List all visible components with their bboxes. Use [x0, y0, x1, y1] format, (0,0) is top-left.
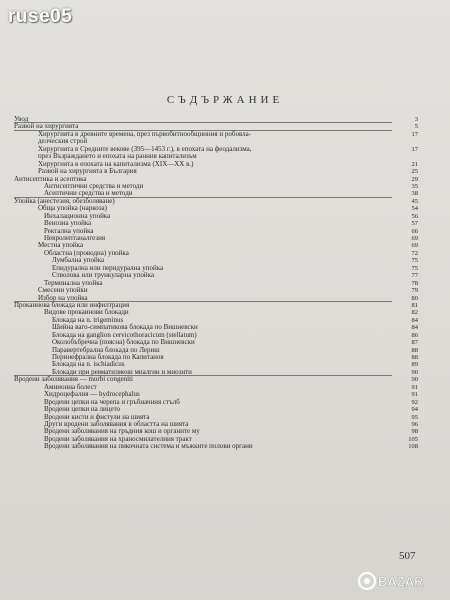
toc-entry-title: Вродени цепки на черепа и гръбначния стълб	[44, 397, 180, 406]
toc-entry-page: 57	[411, 220, 418, 228]
toc-entry-title: Блокада на n. trigeminus	[52, 315, 124, 324]
toc-entry-title: Стволова или трункуларна упойка	[52, 271, 154, 280]
toc-entry-page: 69	[411, 235, 418, 242]
watermark-logo-text: ruse05	[8, 6, 73, 27]
toc-entry-title: Вродени заболявания — morbi congeniti	[14, 375, 133, 384]
toc-entry-title: Блокада на n. ischiadicus	[52, 360, 125, 369]
toc-entry-page: 45	[411, 197, 418, 205]
toc-entry-page: 86	[411, 331, 418, 339]
toc-entry-page: 94	[411, 406, 418, 414]
toc-entry-page: 21	[411, 160, 418, 168]
toc-entry-title: през Възраждането и епохата на ранния капитализъм	[38, 152, 197, 161]
toc-entry-title: Обща упойка (наркоза)	[38, 204, 107, 213]
toc-entry-page: 108	[408, 443, 418, 451]
toc-entry-page: 92	[411, 398, 418, 406]
page-number: 507	[399, 550, 416, 562]
toc-entry-title: Вродени заболявания на пикочната система и мъжките полови органи	[44, 442, 253, 451]
toc-entry-title: Развой на хирургията в България	[38, 167, 137, 176]
toc-entry-page: 98	[411, 428, 418, 436]
toc-entry-title: Смесени упойки	[38, 286, 88, 295]
toc-entry-page: 91	[411, 383, 418, 391]
toc-entry-title: Шийна ваго-симпатикова блокада по Вишневски	[52, 323, 198, 332]
toc-entry-title: Околобъбречна (поясна) блокада по Вишневски	[52, 338, 195, 347]
page-title: СЪДЪРЖАНИЕ	[166, 94, 284, 106]
toc-entry-title: Перинефрална блокада по Капитанов	[52, 353, 164, 361]
toc-entry-title: Увод	[14, 115, 29, 123]
toc-entry-title: Прокаинова блокада или инфилтрация	[14, 300, 130, 309]
toc-entry-page: 72	[411, 249, 418, 257]
toc-entry-page: 96	[411, 420, 418, 428]
toc-entry-page: 89	[411, 361, 418, 369]
toc-entry-title: Други вродени заболявания в областта на шията	[44, 419, 189, 428]
toc-entry-title: Антисептика и асептика	[14, 174, 87, 183]
toc-entry-title: Хидроцефалия — hydrocephalus	[44, 390, 140, 399]
toc-entry-page: 78	[411, 279, 418, 287]
toc-entry-page: 95	[411, 413, 418, 421]
toc-entry-title: Блокади при ревматизмени миалгии и миозити	[52, 367, 192, 376]
toc-entry-title: Упойка (анестезия, обезболяване)	[14, 196, 115, 205]
toc-entry-title: Антисептични средства и методи	[44, 181, 144, 190]
toc-entry-page: 29	[411, 175, 418, 183]
toc-entry-page: 84	[411, 324, 418, 332]
toc-entry-page: 87	[411, 339, 418, 347]
toc-entry-page: 5	[414, 123, 418, 131]
toc-entry-page: 75	[411, 257, 418, 265]
toc-entry-page: 88	[411, 346, 418, 354]
toc-entry-page: 88	[411, 354, 418, 361]
toc-entry-title: Невролептаналгезия	[44, 234, 106, 242]
toc-entry-page: 84	[411, 316, 418, 324]
toc-entry-title: Лумбална упойка	[52, 256, 105, 265]
toc-entry-page: 17	[411, 130, 418, 138]
toc-entry-page: 105	[408, 435, 418, 443]
toc-entry-page: 38	[411, 190, 418, 198]
toc-entry-title: Вродени заболявания на гръдния кош и органите му	[44, 427, 200, 436]
toc-entry-title: Ректална упойка	[44, 226, 94, 235]
toc-entry-page: 82	[411, 309, 418, 317]
toc-entry-page: 17	[411, 145, 418, 153]
toc-entry-page: 35	[411, 182, 418, 190]
table-of-contents	[14, 116, 418, 451]
toc-entry-page: 69	[411, 242, 418, 250]
toc-entry-title: Вродени кисти и фистули на шията	[44, 412, 150, 421]
toc-entry-title: Епидурална или перидурална упойка	[52, 263, 164, 272]
toc-entry-title: Инхалационна упойка	[44, 211, 111, 220]
bazar-logo	[358, 568, 438, 594]
toc-entry-title: Терминална упойка	[44, 278, 103, 287]
toc-entry-title: делческия строй	[38, 137, 88, 146]
toc-entry-title: Хирургията в епохата на капитализма (XIX—XX в.)	[38, 159, 194, 168]
toc-entry	[14, 443, 418, 450]
toc-entry-page: 3	[414, 116, 418, 123]
svg-text:BAZAR: BAZAR	[378, 574, 424, 589]
toc-entry-page: 81	[411, 301, 418, 309]
toc-entry-page: 56	[411, 212, 418, 220]
toc-entry-title: Избор на упойка	[38, 293, 88, 302]
toc-entry-title: Местна упойка	[38, 241, 84, 250]
toc-entry-title: Венозна упойка	[44, 219, 92, 228]
toc-entry-title: Хирургията в Средните векове (395—1453 г.), в епохата на феодализма,	[38, 144, 252, 153]
toc-entry-page: 79	[411, 287, 418, 295]
toc-entry-page: 90	[411, 368, 418, 376]
toc-entry-page: 91	[411, 391, 418, 399]
toc-entry-title: Амнионна болест	[44, 382, 97, 391]
toc-entry-page: 75	[411, 264, 418, 272]
toc-entry-page: 80	[411, 294, 418, 302]
toc-entry-title: Вродени цепки на лицето	[44, 405, 121, 414]
toc-entry-title: Видове прокаинови блокади	[44, 308, 129, 317]
toc-entry-title: Блокада на ganglion cervicothoracicum (stellatum)	[52, 330, 197, 339]
toc-entry-page: 54	[411, 205, 418, 213]
toc-entry-page: 25	[411, 168, 418, 176]
toc-entry-title: Асептични средства и методи	[44, 189, 133, 198]
toc-entry-title: Областна (проводна) упойка	[44, 248, 129, 257]
toc-entry-page: 90	[411, 376, 418, 384]
toc-entry-title: Вродени заболявания на храносмилателния тракт	[44, 434, 192, 443]
toc-entry-page: 77	[411, 272, 418, 280]
toc-entry-page: 66	[411, 227, 418, 235]
toc-entry-title: Паравертебрална блокада по Лериш	[52, 345, 160, 354]
toc-entry-title: Развой на хирургията	[14, 122, 79, 131]
toc-entry-title: Хирургията в древните времена, през първобитнообщинния и робовла-	[38, 129, 252, 138]
